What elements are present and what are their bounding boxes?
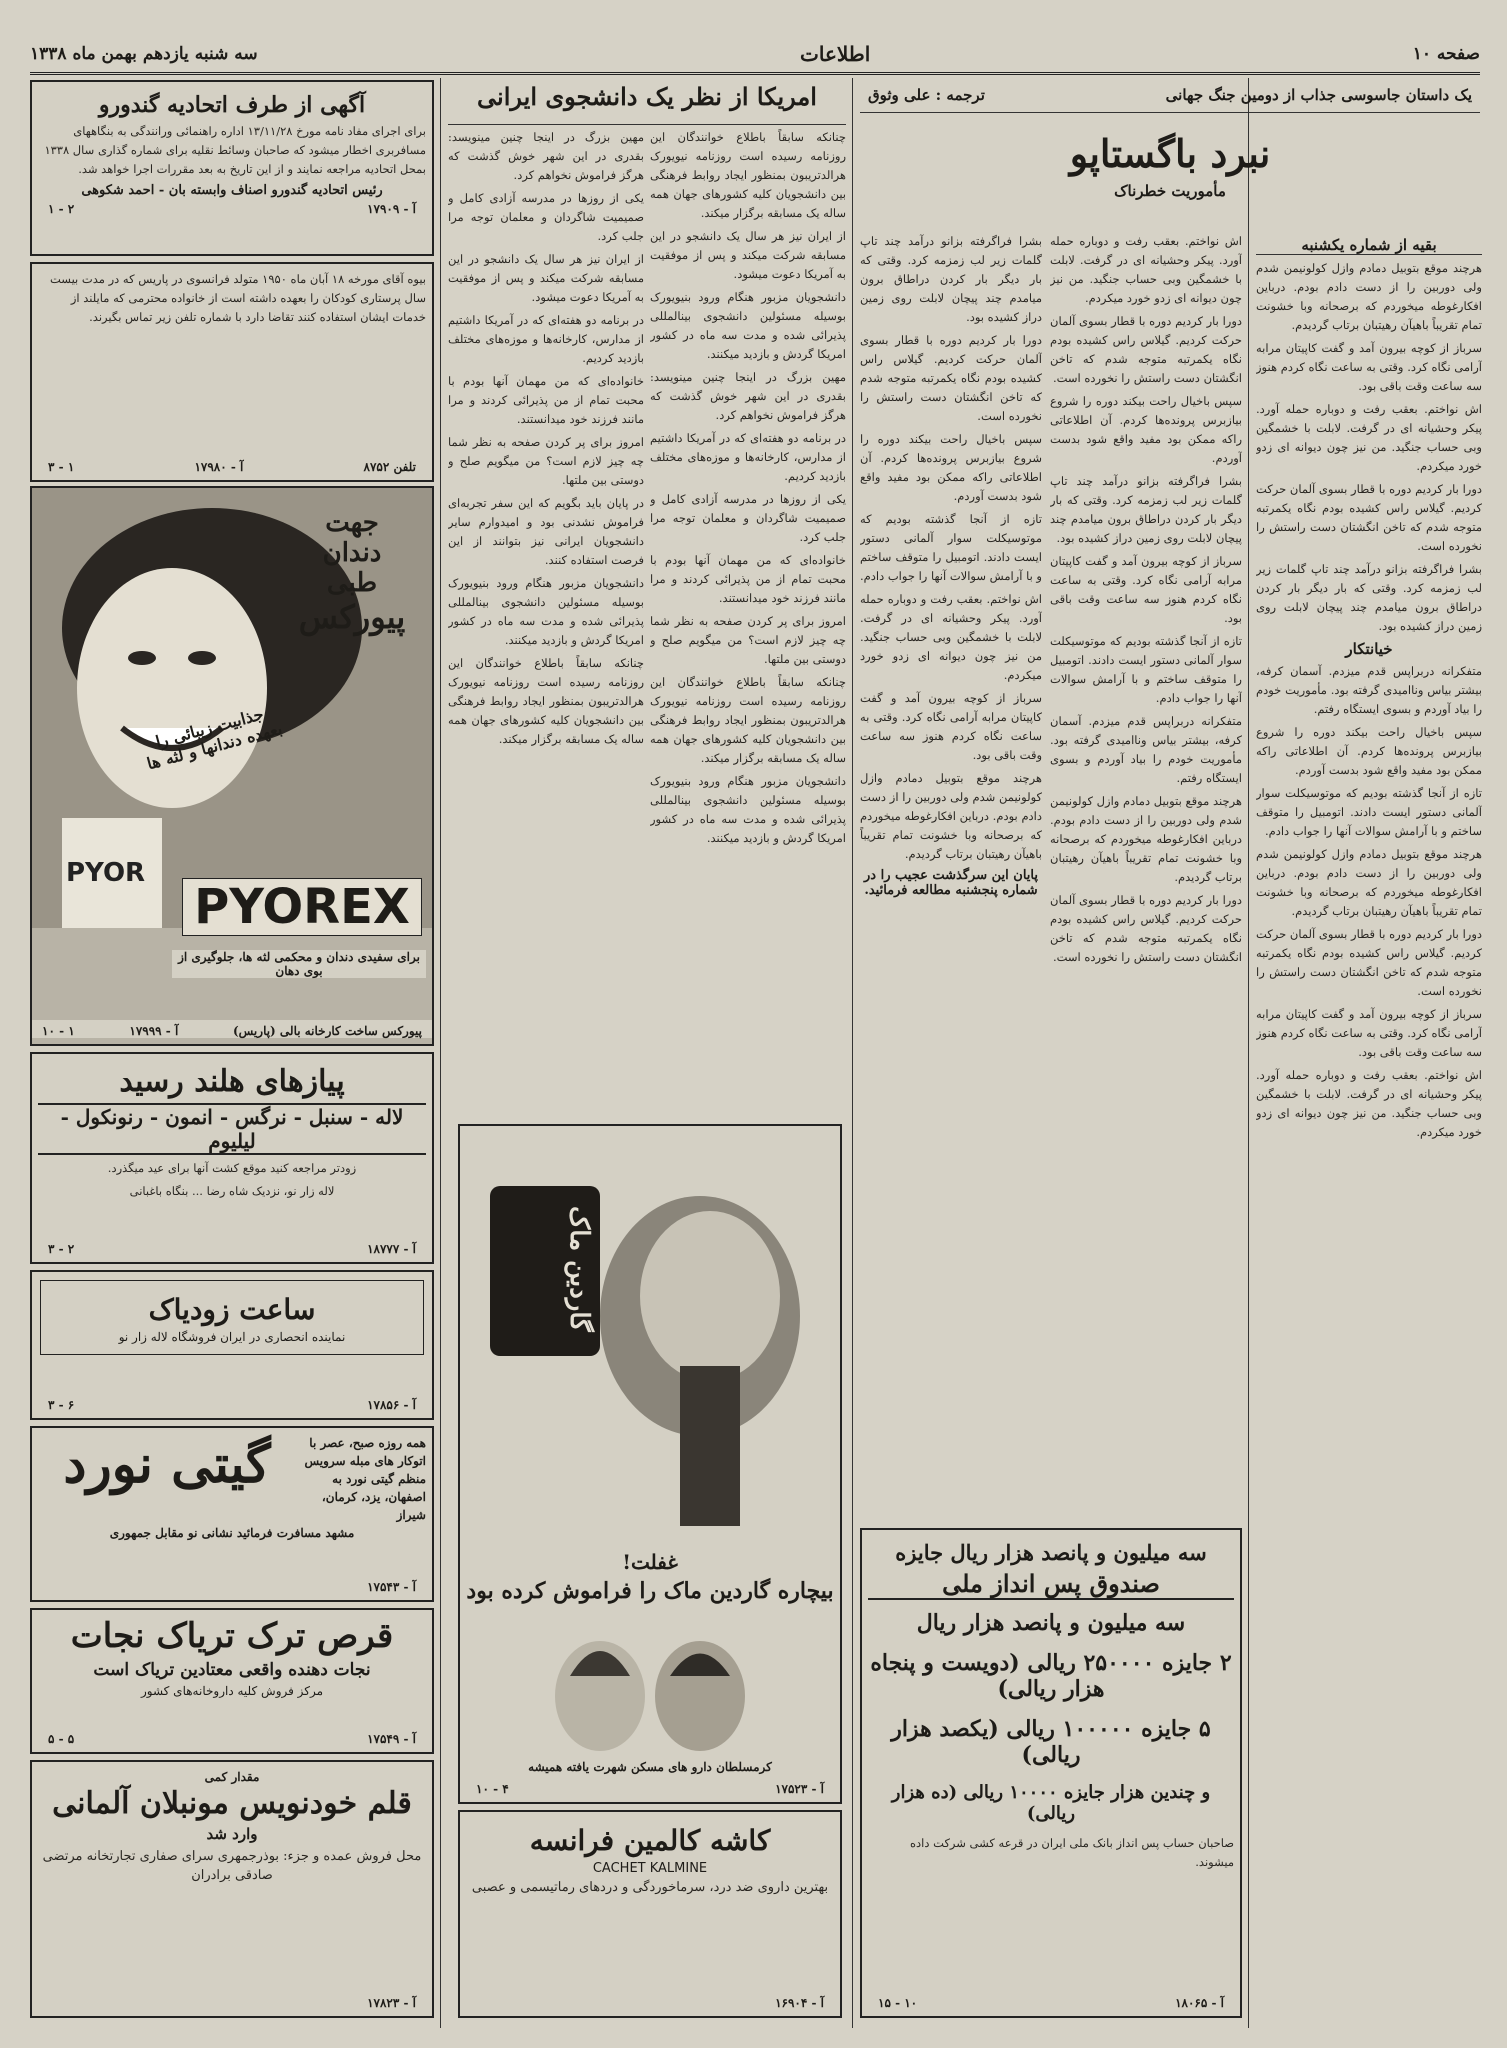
ad-code: ۵ - ۵ — [48, 1732, 75, 1746]
giti-address: مشهد مسافرت فرمائید نشانی نو مقابل جمهوری — [109, 1526, 355, 1540]
article-paragraph: در برنامه دو هفته‌ای که در آمریکا داشتیم از مدارس، کارخانه‌ها و موزه‌های مختلف بازدید کردیم. — [650, 431, 846, 483]
giti-times: همه روزه صبح، عصر با اتوکار های مبله سرویس منظم گیتی نورد به اصفهان، یزد، کرمان، شیراز — [304, 1436, 426, 1522]
notice-body: بیوه آقای مورخه ۱۸ آبان ماه ۱۹۵۰ متولد فرانسوی در پاریس که در مدت بیست سال پرستاری کودکان را بعهده داشته است از خانواده محترمی که مایلند از خدمات ایشان استفاده کنند تقاضا دارد با شماره تلفن زیر تماس بگیرند. — [50, 272, 426, 324]
story-continued: بقیه از شماره یکشنبه — [1256, 236, 1482, 255]
america-heading — [448, 78, 846, 125]
story-paragraph: دورا بار کردیم دوره با قطار بسوی آلمان حرکت کردیم. گیلاس راس کشیده بودم نگاه یکمرتبه متوجه شدم که تاخن انگشتان دست راستش را نخورده است. — [1050, 314, 1242, 385]
story-paragraph: بشرا فراگرفته بزانو درآمد چند تاپ گلمات زیر لب زمزمه کرد. وقتی که بار دیگر بار کردن دراطاق برون میامدم چند پیچان لابلت روی زمین دراز کشیده بود. — [1050, 474, 1242, 545]
tulip-ad — [30, 1052, 434, 1264]
pills-title: قرص ترک تریاک نجات — [70, 1616, 394, 1656]
ad-code: ۴ - ۱۰ — [476, 1782, 509, 1796]
ad-code: آ - ۱۷۹۸۰ — [194, 460, 244, 474]
pills-body: مرکز فروش کلیه داروخانه‌های کشور — [140, 1684, 324, 1698]
story-kicker: یک داستان جاسوسی جذاب از دومین جنگ جهانی — [1165, 86, 1472, 104]
zodiac-title: ساعت زودیاک — [148, 1293, 316, 1326]
article-paragraph: یکی از روزها در مدرسه آزادی کامل و صمیمیت شاگردان و معلمان توجه مرا جلب کرد. — [448, 191, 644, 243]
pen-sub: وارد شد — [206, 1825, 258, 1843]
story-paragraph: سرباز از کوچه بیرون آمد و گفت کاپیتان مرابه آرامی نگاه کرد. وقتی به ساعت نگاه کردم هنوز سه ساعت وقت باقی بود. — [1256, 1007, 1482, 1059]
tulip-title: پیازهای هلند رسید — [119, 1064, 345, 1099]
ad-code: آ - ۱۷۹۹۹ — [129, 1024, 179, 1038]
gardenmac-ad — [458, 1124, 842, 1804]
issue-date: سه شنبه یازدهم بهمن ماه ۱۳۳۸ — [30, 44, 258, 64]
story-paragraph: تازه از آنجا گذشته بودیم که موتوسیکلت سوار آلمانی دستور ایست دادند. اتومبیل را متوقف ساختم و با آرامش سوالات آنها را جواب دادم. — [860, 512, 1042, 583]
article-paragraph: خانواده‌ای که من مهمان آنها بودم با محبت تمام از من پذیرائی کردند و مرا مانند فرزند خود میدانستند. — [448, 374, 644, 426]
story-paragraph: متفکرانه دربراپس قدم میزدم. آسمان کرفه، بیشتر بیاس وناامیدی گرفته بود. مأموریت خودم را بیاد آوردم و بسوی ایستگاه رفتم. — [1256, 664, 1482, 716]
kalmine-title: کاشه کالمین فرانسه — [529, 1824, 771, 1857]
lottery-ad — [860, 1528, 1242, 2018]
article-paragraph: مهین بزرگ در اینجا چنین مینویسد: بقدری در این شهر خوش گذشت که هرگز فراموش نخواهم کرد. — [448, 130, 644, 182]
article-paragraph: دانشجویان مزبور هنگام ورود بنیویورک بوسیله مسئولین دانشجوی بینالمللی پذیرائی شده و مدت سه ماه در کشور امریکا گردش و بازدید میکنند. — [650, 774, 846, 845]
story-paragraph: دورا بار کردیم دوره با قطار بسوی آلمان حرکت کردیم. گیلاس راس کشیده بودم نگاه یکمرتبه متوجه شدم که تاخن انگشتان دست راستش را نخورده است. — [1256, 927, 1482, 998]
cooperative-ad — [30, 80, 434, 256]
pen-ad — [30, 1760, 434, 2018]
gardenmac-oops: غفلت! — [622, 1550, 678, 1574]
ad-code: آ - ۱۸۷۷۷ — [367, 1242, 416, 1256]
story-paragraph: دورا بار کردیم دوره با قطار بسوی آلمان حرکت کردیم. گیلاس راس کشیده بودم نگاه یکمرتبه متوجه شدم که تاخن انگشتان دست راستش را نخورده است. — [1256, 482, 1482, 553]
lottery-line: ۵ جایزه ۱۰۰۰۰۰ ریالی (یکصد هزار ریالی) — [891, 1716, 1211, 1768]
story-paragraph: سرباز از کوچه بیرون آمد و گفت کاپیتان مرابه آرامی نگاه کرد. وقتی به ساعت نگاه کردم هنوز سه ساعت وقت باقی بود. — [1050, 554, 1242, 625]
story-paragraph: اش نواختم. بعقب رفت و دوباره حمله آورد. پیکر وحشیانه ای در گرفت. لابلت با خشمگین وبی حساب جنگید. من نیز چون دیوانه ای زدو خورد میکردم. — [1050, 234, 1242, 305]
ad-code: ۱ - ۳ — [48, 460, 75, 474]
story-paragraph: سپس باخیال راحت بیکند دوره را شروع بیازبرس پرونده‌ها کردم. آن اطلاعاتی راکه ممکن بود مفید واقع شود بدست آوردم. — [860, 432, 1042, 503]
ad-code: آ - ۱۷۵۴۹ — [367, 1732, 416, 1746]
zodiac-body: نماینده انحصاری در ایران فروشگاه لاله زار نو — [118, 1330, 346, 1344]
ad-code: آ - ۱۷۸۵۶ — [367, 1398, 416, 1412]
story-column-2 — [1050, 232, 1242, 1522]
pyorex-brand: PYOREX — [182, 878, 422, 936]
story-paragraph: دورا بار کردیم دوره با قطار بسوی آلمان حرکت کردیم. گیلاس راس کشیده بودم نگاه یکمرتبه متوجه شدم که تاخن انگشتان دست راستش را نخورده است. — [860, 333, 1042, 423]
lottery-line: ۲ جایزه ۲۵۰۰۰۰ ریالی (دویست و پنجاه هزار ریالی) — [870, 1650, 1232, 1702]
story-paragraph: هرچند موقع بتوبیل دمادم وازل کولونیمن شدم ولی دوربین را از دست دادم بودم. درباین افکارغوطه میخوردم که برصحانه وبا خشونت تمام تقریباً باهیآن رهیتبان برتاب گردیدم. — [1256, 847, 1482, 918]
pen-title: قلم خودنویس مونبلان آلمانی — [52, 1786, 412, 1821]
pyorex-caption2: پیورکس ساخت کارخانه بالی (پاریس) — [232, 1024, 422, 1038]
article-paragraph: دانشجویان مزبور هنگام ورود بنیویورک بوسیله مسئولین دانشجوی بینالمللی پذیرائی شده و مدت سه ماه در کشور امریکا گردش و بازدید میکنند. — [448, 576, 644, 647]
article-paragraph: در برنامه دو هفته‌ای که در آمریکا داشتیم از مدارس، کارخانه‌ها و موزه‌های مختلف بازدید کردیم. — [448, 313, 644, 365]
pyorex-tube-label: PYOR — [66, 858, 146, 888]
notice-ad — [30, 262, 434, 482]
lottery-line: و چندین هزار جایزه ۱۰۰۰۰ ریالی (ده هزار ریالی) — [891, 1782, 1211, 1824]
story-subtitle: مأموریت خطرناک — [1114, 182, 1226, 200]
story-heading — [860, 78, 1480, 238]
article-paragraph: از ایران نیز هر سال یک دانشجو در این مسابقه شرکت میکند و پس از موفقیت به آمریکا دعوت میشود. — [448, 252, 644, 304]
story-column-1 — [1256, 232, 1482, 2022]
story-title: نبرد باگستاپو — [1069, 131, 1271, 176]
pen-top: مقدار کمی — [204, 1770, 260, 1784]
lottery-line: سه میلیون و پانصد هزار ریال — [916, 1610, 1186, 1636]
story-paragraph: سرباز از کوچه بیرون آمد و گفت کاپیتان مرابه آرامی نگاه کرد. وقتی به ساعت نگاه کردم هنوز سه ساعت وقت باقی بود. — [1256, 341, 1482, 393]
story-paragraph: اش نواختم. بعقب رفت و دوباره حمله آورد. پیکر وحشیانه ای در گرفت. لابلت با خشمگین وبی حساب جنگید. من نیز چون دیوانه ای زدو خورد میکردم. — [860, 592, 1042, 682]
story-paragraph: تازه از آنجا گذشته بودیم که موتوسیکلت سوار آلمانی دستور ایست دادند. اتومبیل را متوقف ساختم و با آرامش سوالات آنها را جواب دادم. — [1050, 634, 1242, 705]
giti-brand: گیتی نورد — [63, 1434, 271, 1495]
article-paragraph: دانشجویان مزبور هنگام ورود بنیویورک بوسیله مسئولین دانشجوی بینالمللی پذیرائی شده و مدت سه ماه در کشور امریکا گردش و بازدید میکنند. — [650, 290, 846, 361]
lottery-body: صاحبان حساب پس انداز بانک ملی ایران در قرعه کشی شرکت داده میشوند. — [910, 1836, 1234, 1869]
america-column-2 — [448, 128, 644, 1118]
ad-code: ۲ - ۱ — [48, 202, 75, 216]
ad-code: آ - ۱۷۸۲۳ — [367, 1996, 416, 2010]
pen-body: محل فروش عمده و جزء: بوذرجمهری سرای صفاری تجارتخانه مرتضی صادقی برادران — [42, 1849, 422, 1883]
pyorex-ad — [30, 486, 434, 1046]
couple-illustration — [460, 1626, 840, 1776]
story-paragraph: اش نواختم. بعقب رفت و دوباره حمله آورد. پیکر وحشیانه ای در گرفت. لابلت با خشمگین وبی حساب جنگید. من نیز چون دیوانه ای زدو خورد میکردم. — [1256, 1068, 1482, 1139]
america-column-1 — [650, 128, 846, 1118]
story-paragraph: هرچند موقع بتوبیل دمادم وازل کولونیمن شدم ولی دوربین را از دست دادم بودم. درباین افکارغوطه میخوردم که برصحانه وبا خشونت تمام تقریباً باهیآن رهیتبان برتاب گردیدم. — [1050, 794, 1242, 884]
ad-code: ۲ - ۳ — [48, 1242, 75, 1256]
column-rule — [440, 78, 441, 2028]
story-paragraph: هرچند موقع بتوبیل دمادم وازل کولونیمن شدم ولی دوربین را از دست دادم بودم. درباین افکارغوطه میخوردم که برصحانه وبا خشونت تمام تقریباً باهیآن رهیتبان برتاب گردیدم. — [860, 771, 1042, 861]
pyorex-script-line: جهت دندان — [322, 508, 382, 568]
cooperative-sign: رئیس اتحادیه گندورو اصناف وابسته بان - احمد شکوهی — [81, 183, 383, 198]
cooperative-body: برای اجرای مفاد نامه مورخ ۱۳/۱۱/۲۸ اداره راهنمائی ورانندگی به بنگاههای مسافربری اخطار میشود که صاحبان وسائط نقلیه برای شماره گذاری سال ۱۳۳۸ بمحل اتحادیه مراجعه نمایند و از این تاریخ به بعد مقررات اجرا خواهد شد. — [44, 124, 426, 176]
notice-phone: تلفن ۸۷۵۲ — [363, 460, 416, 474]
pyorex-caption: برای سفیدی دندان و محکمی لثه ها، جلوگیری از بوی دهان — [172, 950, 426, 978]
cooperative-title: آگهی از طرف اتحادیه گندورو — [98, 92, 366, 118]
ad-code: آ - ۱۸۰۶۵ — [1175, 1996, 1224, 2010]
kalmine-body: بهترین داروی ضد درد، سرماخوردگی و دردهای رماتیسمی و عصبی — [471, 1880, 829, 1895]
story-paragraph: بشرا فراگرفته بزانو درآمد چند تاپ گلمات زیر لب زمزمه کرد. وقتی که بار دیگر بار کردن دراطاق برون میامدم چند پیچان لابلت روی زمین دراز کشیده بود. — [1256, 562, 1482, 633]
story-section-break: خیانتکار — [1345, 640, 1393, 658]
article-paragraph: چنانکه سابقاً باطلاع خوانندگان این روزنامه رسیده است روزنامه نیویورک هرالدتریبون بمنظور ایجاد روابط فرهنگی بین دانشجویان کلیه کشورهای جهان همه ساله یک مسابقه برگزار میکند. — [448, 656, 644, 746]
gardenmac-bottom: کرمسلطان دارو های مسکن شهرت یافته همیشه — [528, 1760, 772, 1774]
story-paragraph: بشرا فراگرفته بزانو درآمد چند تاپ گلمات زیر لب زمزمه کرد. وقتی که بار دیگر بار کردن دراطاق برون میامدم چند پیچان لابلت روی زمین دراز کشیده بود. — [860, 234, 1042, 324]
pyorex-tagline: جذابیت زیبائی را بعهده دندانها و لثه ها — [144, 704, 285, 774]
ad-code: ۶ - ۳ — [48, 1398, 75, 1412]
article-paragraph: خانواده‌ای که من مهمان آنها بودم با محبت تمام از من پذیرائی کردند و مرا مانند فرزند خود میدانستند. — [650, 553, 846, 605]
story-paragraph: اش نواختم. بعقب رفت و دوباره حمله آورد. پیکر وحشیانه ای در گرفت. لابلت با خشمگین وبی حساب جنگید. من نیز چون دیوانه ای زدو خورد میکردم. — [1256, 402, 1482, 473]
article-paragraph: در پایان باید بگویم که این سفر تجربه‌ای فراموش نشدنی بود و امیدوارم سایر دانشجویان ایرانی نیز بتوانند از این فرصت استفاده کنند. — [448, 496, 644, 567]
ad-code: آ - ۱۷۹۰۹ — [367, 202, 416, 216]
story-translator: ترجمه : علی وثوق — [868, 86, 985, 104]
gardenmac-brand: گاردین ماک — [564, 1206, 594, 1332]
column-rule — [1248, 78, 1249, 2028]
tulip-body: زودتر مراجعه کنید موقع کشت آنها برای عید میگذرد. — [107, 1161, 357, 1175]
tulip-names: لاله - سنبل - نرگس - انمون - رنونکول - لیلیوم — [38, 1103, 426, 1155]
story-paragraph: سپس باخیال راحت بیکند دوره را شروع بیازبرس پرونده‌ها کردم. آن اطلاعاتی راکه ممکن بود مفید واقع شود بدست آوردم. — [1050, 394, 1242, 465]
zodiac-ad — [30, 1270, 434, 1420]
kalmine-ad — [458, 1810, 842, 2018]
story-paragraph: دورا بار کردیم دوره با قطار بسوی آلمان حرکت کردیم. گیلاس راس کشیده بودم نگاه یکمرتبه متوجه شدم که تاخن انگشتان دست راستش را نخورده است. — [1050, 893, 1242, 964]
story-paragraph: سرباز از کوچه بیرون آمد و گفت کاپیتان مرابه آرامی نگاه کرد. وقتی به ساعت نگاه کردم هنوز سه ساعت وقت باقی بود. — [860, 691, 1042, 762]
story-column-3 — [860, 232, 1042, 1522]
story-paragraph: تازه از آنجا گذشته بودیم که موتوسیکلت سوار آلمانی دستور ایست دادند. اتومبیل را متوقف ساختم و با آرامش سوالات آنها را جواب دادم. — [1256, 786, 1482, 838]
giti-ad — [30, 1426, 434, 1602]
column-rule — [852, 78, 853, 2028]
article-paragraph: از ایران نیز هر سال یک دانشجو در این مسابقه شرکت میکند و پس از موفقیت به آمریکا دعوت میشود. — [650, 229, 846, 281]
ad-code: آ - ۱۶۹۰۴ — [775, 1996, 824, 2010]
story-paragraph: متفکرانه دربراپس قدم میزدم. آسمان کرفه، بیشتر بیاس وناامیدی گرفته بود. مأموریت خودم را بیاد آوردم و بسوی ایستگاه رفتم. — [1050, 714, 1242, 785]
pills-subtitle: نجات دهنده واقعی معتادین تریاک است — [93, 1660, 371, 1680]
gardenmac-caption: بیچاره گاردین ماک را فراموش کرده بود — [466, 1578, 834, 1604]
pills-ad — [30, 1608, 434, 1754]
article-paragraph: چنانکه سابقاً باطلاع خوانندگان این روزنامه رسیده است روزنامه نیویورک هرالدتریبون بمنظور ایجاد روابط فرهنگی بین دانشجویان کلیه کشورهای جهان همه ساله یک مسابقه برگزار میکند. — [650, 675, 846, 765]
america-title: امریکا از نظر یک دانشجوی ایرانی — [477, 82, 817, 111]
article-paragraph: امروز برای پر کردن صفحه به نظر شما چه چیز لازم است؟ من میگویم صلح و دوستی بین ملتها. — [650, 614, 846, 666]
paper-masthead: اطلاعات — [800, 42, 871, 66]
pyorex-script-line: پیورکس — [298, 598, 406, 636]
pyorex-script-line: طبی — [326, 568, 378, 598]
ad-code: آ - ۱۷۵۴۳ — [367, 1580, 416, 1594]
kalmine-latin: CACHET KALMINE — [592, 1861, 708, 1876]
gardenmac-illustration — [460, 1126, 840, 1546]
page-number: صفحه ۱۰ — [1412, 44, 1480, 64]
ad-code: ۱۰ - ۱۵ — [878, 1996, 918, 2010]
story-end-note: پایان این سرگذشت عجیب را در شماره پنجشنبه مطالعه فرمائید. — [864, 868, 1038, 898]
tulip-address: لاله زار نو، نزدیک شاه رضا ... بنگاه باغبانی — [129, 1184, 335, 1198]
lottery-title: سه میلیون و پانصد هزار ریال جایزه — [895, 1540, 1207, 1565]
ad-code: ۱ - ۱۰ — [42, 1024, 75, 1038]
article-paragraph: امروز برای پر کردن صفحه به نظر شما چه چیز لازم است؟ من میگویم صلح و دوستی بین ملتها. — [448, 435, 644, 487]
story-paragraph: هرچند موقع بتوبیل دمادم وازل کولونیمن شدم ولی دوربین را از دست دادم بودم. درباین افکارغوطه میخوردم که برصحانه وبا خشونت تمام تقریباً باهیآن رهیتبان برتاب گردیدم. — [1256, 261, 1482, 332]
ad-code: آ - ۱۷۵۲۳ — [775, 1782, 824, 1796]
page-header — [30, 36, 1480, 75]
lottery-subtitle: صندوق پس انداز ملی — [868, 1569, 1234, 1600]
article-paragraph: یکی از روزها در مدرسه آزادی کامل و صمیمیت شاگردان و معلمان توجه مرا جلب کرد. — [650, 492, 846, 544]
article-paragraph: مهین بزرگ در اینجا چنین مینویسد: بقدری در این شهر خوش گذشت که هرگز فراموش نخواهم کرد. — [650, 370, 846, 422]
article-paragraph: چنانکه سابقاً باطلاع خوانندگان این روزنامه رسیده است روزنامه نیویورک هرالدتریبون بمنظور ایجاد روابط فرهنگی بین دانشجویان کلیه کشورهای جهان همه ساله یک مسابقه برگزار میکند. — [650, 130, 846, 220]
story-paragraph: سپس باخیال راحت بیکند دوره را شروع بیازبرس پرونده‌ها کردم. آن اطلاعاتی راکه ممکن بود مفید واقع شود بدست آوردم. — [1256, 725, 1482, 777]
pyorex-script — [292, 508, 412, 636]
